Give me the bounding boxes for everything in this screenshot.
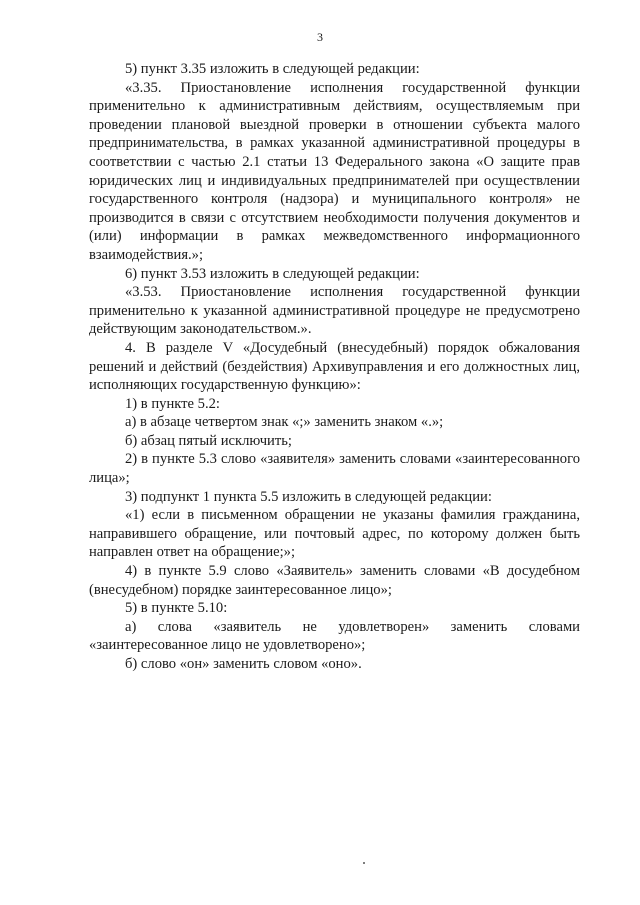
paragraph-subitem-1: 1) в пункте 5.2: bbox=[125, 395, 220, 412]
paragraph-subitem-2: 2) в пункте 5.3 слово «заявителя» заменить словами «заинтересованного лица»; bbox=[89, 451, 580, 487]
paragraph-subitem-1a: а) в абзаце четвертом знак «;» заменить знаком «.»; bbox=[125, 414, 444, 431]
paragraph-subitem-5a: а) слова «заявитель не удовлетворен» заменить словами «заинтересованное лицо не удовлетворено»; bbox=[89, 618, 580, 654]
paragraph-subitem-1b: б) абзац пятый исключить; bbox=[125, 432, 292, 449]
page-number: 3 bbox=[317, 30, 323, 44]
paragraph-subitem-3: 3) подпункт 1 пункта 5.5 изложить в следующей редакции: bbox=[125, 488, 492, 505]
paragraph-item-6: 6) пункт 3.53 изложить в следующей редакции: bbox=[125, 265, 420, 282]
document-body bbox=[89, 60, 580, 674]
scan-speck bbox=[363, 862, 365, 864]
paragraph-quote-3-53: «3.53. Приостановление исполнения государственной функции применительно к указанной административной процедуре не предусмотрено действующим законодательством.». bbox=[89, 284, 580, 338]
paragraph-section-4: 4. В разделе V «Досудебный (внесудебный) порядок обжалования решений и действий (бездействия) Архивуправления и его должностных лиц, исполняющих государственную функцию»: bbox=[89, 339, 580, 394]
paragraph-item-5: 5) пункт 3.35 изложить в следующей редакции: bbox=[125, 61, 420, 77]
paragraph-subitem-5: 5) в пункте 5.10: bbox=[125, 600, 228, 617]
paragraph-subitem-4: 4) в пункте 5.9 слово «Заявитель» заменить словами «В досудебном (внесудебном) порядке заинтересованное лицо»; bbox=[89, 563, 580, 598]
paragraph-quote-3-35: «3.35. Приостановление исполнения государственной функции применительно к административным действиям, осуществляемым при проведении плановой выездной проверки в отношении субъекта малого предпринимательства, в рамках указанной административной процедуры в соответствии с частью 2.1 статьи 13 Федерального закона «О защите прав юридических лиц и индивидуальных предпринимателей при осуществлении государственного контроля (надзора) и муниципального контроля» не производится в связи с отсутствием необходимости получения документов и (или) информации в рамках межведомственного информационного взаимодействия.»; bbox=[89, 79, 580, 263]
paragraph-subitem-5b: б) слово «он» заменить словом «оно». bbox=[125, 656, 362, 672]
paragraph-quote-5-5: «1) если в письменном обращении не указаны фамилия гражданина, направившего обращение, или почтовый адрес, по которому должен быть направлен ответ на обращение;»; bbox=[89, 507, 580, 561]
